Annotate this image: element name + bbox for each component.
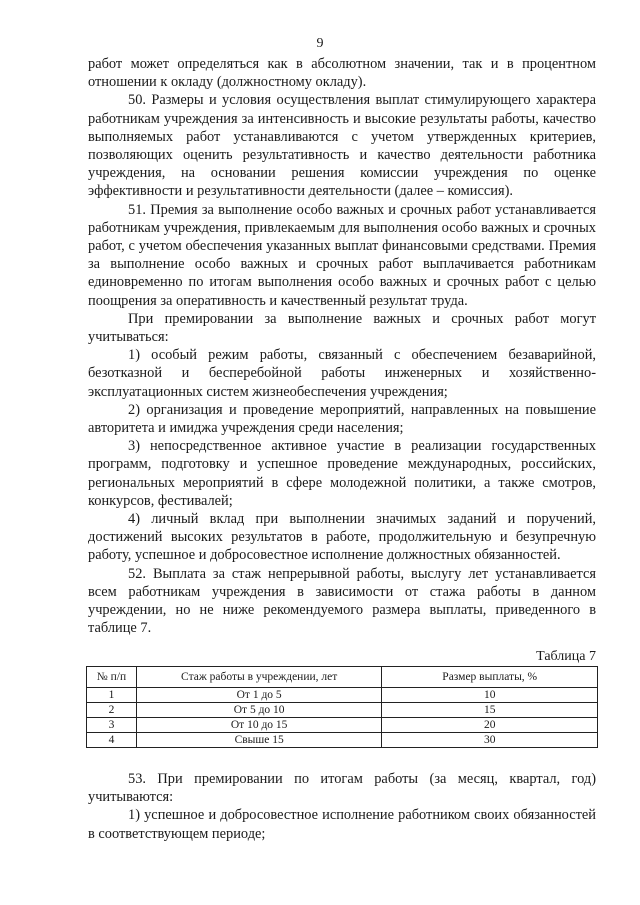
- paragraph-53: 53. При премировании по итогам работы (за месяц, квартал, год) учитываются:: [88, 771, 596, 806]
- paragraph-51: 51. Премия за выполнение особо важных и срочных работ устанавливается работникам учреждения, привлекаемым для выполнения особо важных и срочных работ, с учетом обеспечения указанных выплат финансовыми средствами. Премия за выполнение особо важных и срочных работ выплачивается работникам единовременно по итогам выполнения особо важных и срочных работ с целью поощрения за оперативность и качественный результат труда.: [88, 201, 596, 309]
- table-row: [87, 688, 598, 703]
- header-num: № п/п: [87, 667, 137, 688]
- list-item-2: 2) организация и проведение мероприятий, направленных на повышение авторитета и имиджа учреждения среди населения;: [88, 401, 596, 437]
- cell-size: 15: [382, 703, 598, 718]
- paragraph-criteria-intro: При премировании за выполнение важных и срочных работ могут учитываться:: [88, 310, 596, 346]
- list-item-3: 3) непосредственное активное участие в реализации государственных программ, подготовку и успешное проведение международных, российских, региональных мероприятий в сфере молодежной политики, а также смотров, конкурсов, фестивалей;: [88, 438, 596, 509]
- list-item-1: 1) особый режим работы, связанный с обеспечением безаварийной, безотказной и бесперебойной работы инженерных и хозяйственно-эксплуатационных систем жизнеобеспечения учреждения;: [88, 347, 596, 400]
- paragraph-52: 52. Выплата за стаж непрерывной работы, выслугу лет устанавливается всем работникам учреждения в зависимости от стажа работы в данном учреждении, но не ниже рекомендуемого размера выплаты, приведенного в таблице 7.: [88, 565, 596, 637]
- cell-size: 10: [382, 688, 598, 703]
- cell-num: 4: [87, 733, 137, 748]
- cell-num: 2: [87, 703, 137, 718]
- seniority-pay-table: [86, 666, 598, 748]
- cell-size: 30: [382, 733, 598, 748]
- main-text: [88, 55, 596, 638]
- paragraph-50: 50. Размеры и условия осуществления выплат стимулирующего характера работникам учреждения за интенсивность и высокие результаты работы, качество выполняемых работ устанавливаются с учетом утвержденных критериев, позволяющих оценить результативность и качество деятельности работника учреждения, на основании решения комиссии учреждения по оценке эффективности и результативности деятельности (далее – комиссия).: [88, 92, 596, 200]
- list-item-4: 4) личный вклад при выполнении значимых заданий и поручений, достижений высоких результатов в работе, продолжительную и безупречную работу, успешное и добросовестное исполнение должностных обязанностей.: [88, 511, 596, 564]
- table-caption: Таблица 7: [536, 649, 596, 664]
- cell-stazh: От 1 до 5: [136, 688, 382, 703]
- table-row: [87, 718, 598, 733]
- header-stazh: Стаж работы в учреждении, лет: [136, 667, 382, 688]
- cell-num: 3: [87, 718, 137, 733]
- paragraph: работ может определяться как в абсолютном значении, так и в процентном отношении к окладу (должностному окладу).: [88, 56, 596, 91]
- header-size: Размер выплаты, %: [382, 667, 598, 688]
- table-row: [87, 703, 598, 718]
- page-number: 9: [316, 36, 324, 51]
- table-header-row: [87, 667, 598, 688]
- cell-num: 1: [87, 688, 137, 703]
- list-item-53-1: 1) успешное и добросовестное исполнение работником своих обязанностей в соответствующем периоде;: [88, 807, 596, 842]
- cell-stazh: От 5 до 10: [136, 703, 382, 718]
- cell-size: 20: [382, 718, 598, 733]
- table-row: [87, 733, 598, 748]
- cell-stazh: Свыше 15: [136, 733, 382, 748]
- cell-stazh: От 10 до 15: [136, 718, 382, 733]
- text-after-table: [88, 770, 596, 843]
